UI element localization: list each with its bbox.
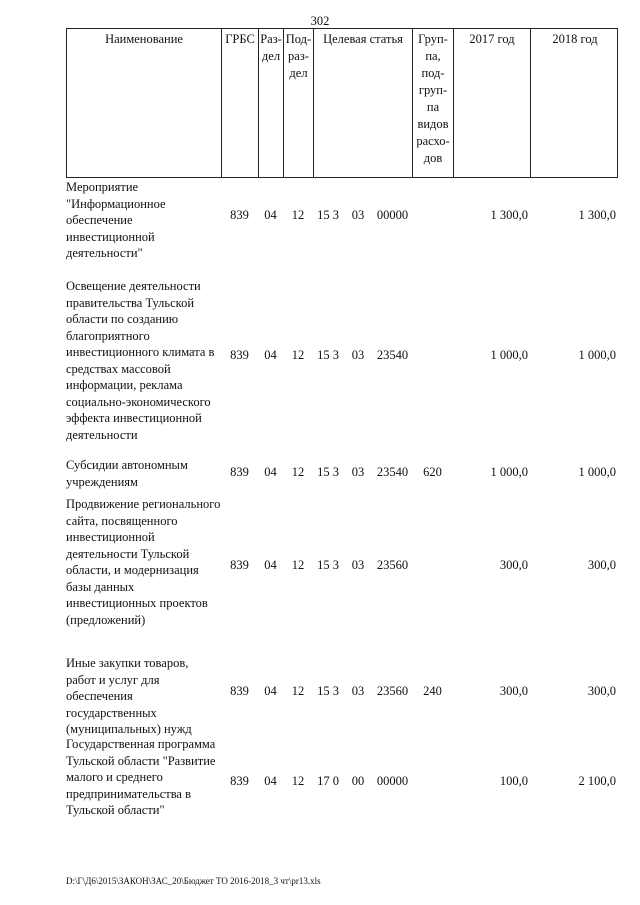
row-target-program: 15 3 [317,558,339,572]
row-grbs: 839 [230,208,249,222]
header-2017: 2017 год [454,29,531,177]
header-group: Груп- па, под- груп- па видов расхо- дов [413,29,454,177]
row-target-code: 23540 [376,348,409,362]
page-number: 302 [310,14,330,28]
row-name: Иные закупки товаров, работ и услуг для обеспечения государственных (муниципальных) нужд [66,656,192,736]
file-path: D:\Г\Д6\2015\ЗАКОН\ЗАС_20\Бюджет ТО 2016-2018_3 чт\pr13.xls [66,876,321,886]
row-expense-type: 620 [423,465,442,479]
row-value-2018: 1 300,0 [578,208,616,222]
row-target-sub: 03 [351,348,365,362]
row-target-code: 23560 [376,558,409,572]
row-podrazdel: 12 [291,465,305,479]
row-value-2018: 300,0 [587,558,616,572]
row-target-sub: 00 [351,774,365,788]
row-grbs: 839 [230,348,249,362]
row-expense-type: 240 [423,684,442,698]
row-grbs: 839 [230,465,249,479]
row-name: Освещение деятельности правительства Тульской области по созданию благоприятного инвестиционного климата в средствах массовой информации, реклама социально-экономического эффекта инвестиционной деятельности [66,279,215,442]
header-razdel: Раз- дел [259,29,284,177]
row-value-2018: 1 000,0 [578,465,616,479]
row-target-program: 17 0 [317,774,339,788]
header-grbs: ГРБС [222,29,259,177]
row-name: Государственная программа Тульской области "Развитие малого и среднего предпринимательства в Тульской области" [66,737,216,817]
row-target-sub: 03 [351,465,365,479]
row-target-code: 00000 [376,774,409,788]
row-podrazdel: 12 [291,348,305,362]
row-razdel: 04 [264,465,277,479]
row-value-2018: 1 000,0 [578,348,616,362]
row-grbs: 839 [230,558,249,572]
row-target-code: 23560 [376,684,409,698]
row-value-2017: 1 300,0 [490,208,528,222]
row-podrazdel: 12 [291,684,305,698]
row-grbs: 839 [230,684,249,698]
row-value-2017: 1 000,0 [490,465,528,479]
row-name: Мероприятие "Информационное обеспечение инвестиционной деятельности" [66,180,166,260]
row-razdel: 04 [264,348,277,362]
row-razdel: 04 [264,774,277,788]
row-name: Продвижение регионального сайта, посвященного инвестиционной деятельности Тульской области, и модернизация базы данных инвестиционных проектов (предложений) [66,497,221,627]
row-name: Субсидии автономным учреждениям [66,458,188,489]
row-value-2017: 100,0 [499,774,528,788]
row-target-program: 15 3 [317,208,339,222]
row-value-2018: 2 100,0 [578,774,616,788]
row-target-program: 15 3 [317,348,339,362]
row-target-sub: 03 [351,208,365,222]
row-razdel: 04 [264,558,277,572]
header-target: Целевая статья [314,29,413,177]
row-podrazdel: 12 [291,774,305,788]
row-podrazdel: 12 [291,208,305,222]
row-target-code: 23540 [376,465,409,479]
row-target-code: 00000 [376,208,409,222]
row-grbs: 839 [230,774,249,788]
row-value-2017: 1 000,0 [490,348,528,362]
row-value-2017: 300,0 [499,558,528,572]
row-value-2017: 300,0 [499,684,528,698]
header-name: Наименование [67,29,222,177]
row-target-program: 15 3 [317,684,339,698]
row-razdel: 04 [264,208,277,222]
row-target-program: 15 3 [317,465,339,479]
row-podrazdel: 12 [291,558,305,572]
row-value-2018: 300,0 [587,684,616,698]
row-target-sub: 03 [351,684,365,698]
row-target-sub: 03 [351,558,365,572]
header-2018: 2018 год [552,32,598,46]
table-header [66,28,618,178]
row-razdel: 04 [264,684,277,698]
header-podrazdel: Под- раз- дел [284,29,314,177]
